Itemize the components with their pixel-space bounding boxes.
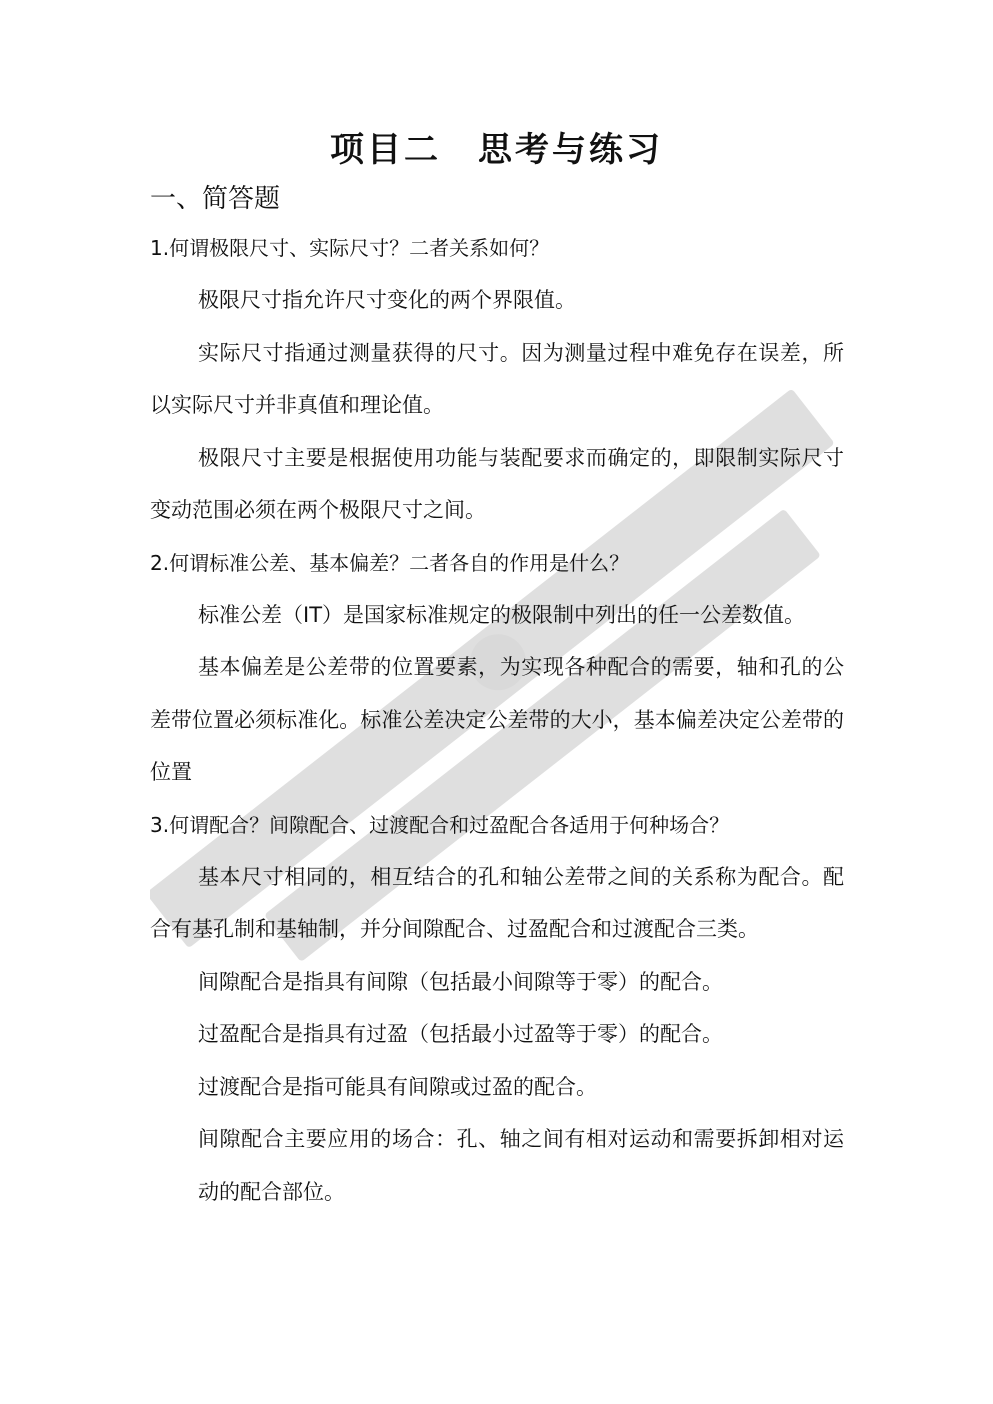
answer-paragraph: 过渡配合是指可能具有间隙或过盈的配合。 xyxy=(198,1074,597,1099)
answer-paragraph: 标准公差（IT）是国家标准规定的极限制中列出的任一公差数值。 xyxy=(198,602,806,627)
answer-paragraph: 过盈配合是指具有过盈（包括最小过盈等于零）的配合。 xyxy=(198,1022,723,1046)
answer-paragraph: 间隙配合主要应用的场合：孔、轴之间有相对运动和需要拆卸相对运动的配合部位。 xyxy=(198,1127,844,1204)
answer-paragraph: 实际尺寸指通过测量获得的尺寸。因为测量过程中难免存在误差，所以实际尺寸并非真值和理论值。 xyxy=(150,340,844,417)
question-1: 1.何谓极限尺寸、实际尺寸？二者关系如何？ xyxy=(150,236,550,260)
question-3: 3.何谓配合？间隙配合、过渡配合和过盈配合各适用于何种场合？ xyxy=(150,812,730,837)
answer-paragraph: 极限尺寸主要是根据使用功能与装配要求而确定的，即限制实际尺寸变动范围必须在两个极限尺寸之间。 xyxy=(150,445,844,522)
section-heading: 一、简答题 xyxy=(150,184,281,214)
question-2: 2.何谓标准公差、基本偏差？二者各自的作用是什么？ xyxy=(150,550,630,575)
answer-paragraph: 基本尺寸相同的，相互结合的孔和轴公差带之间的关系称为配合。配合有基孔制和基轴制，并分间隙配合、过盈配合和过渡配合三类。 xyxy=(150,864,844,941)
answer-paragraph: 极限尺寸指允许尺寸变化的两个界限值。 xyxy=(198,288,576,312)
answer-paragraph: 间隙配合是指具有间隙（包括最小间隙等于零）的配合。 xyxy=(198,969,723,994)
page-title: 项目二 思考与练习 xyxy=(330,130,663,170)
content-body xyxy=(150,222,844,1218)
answer-paragraph: 基本偏差是公差带的位置要素，为实现各种配合的需要，轴和孔的公差带位置必须标准化。标准公差决定公差带的大小，基本偏差决定公差带的位置 xyxy=(150,655,844,784)
